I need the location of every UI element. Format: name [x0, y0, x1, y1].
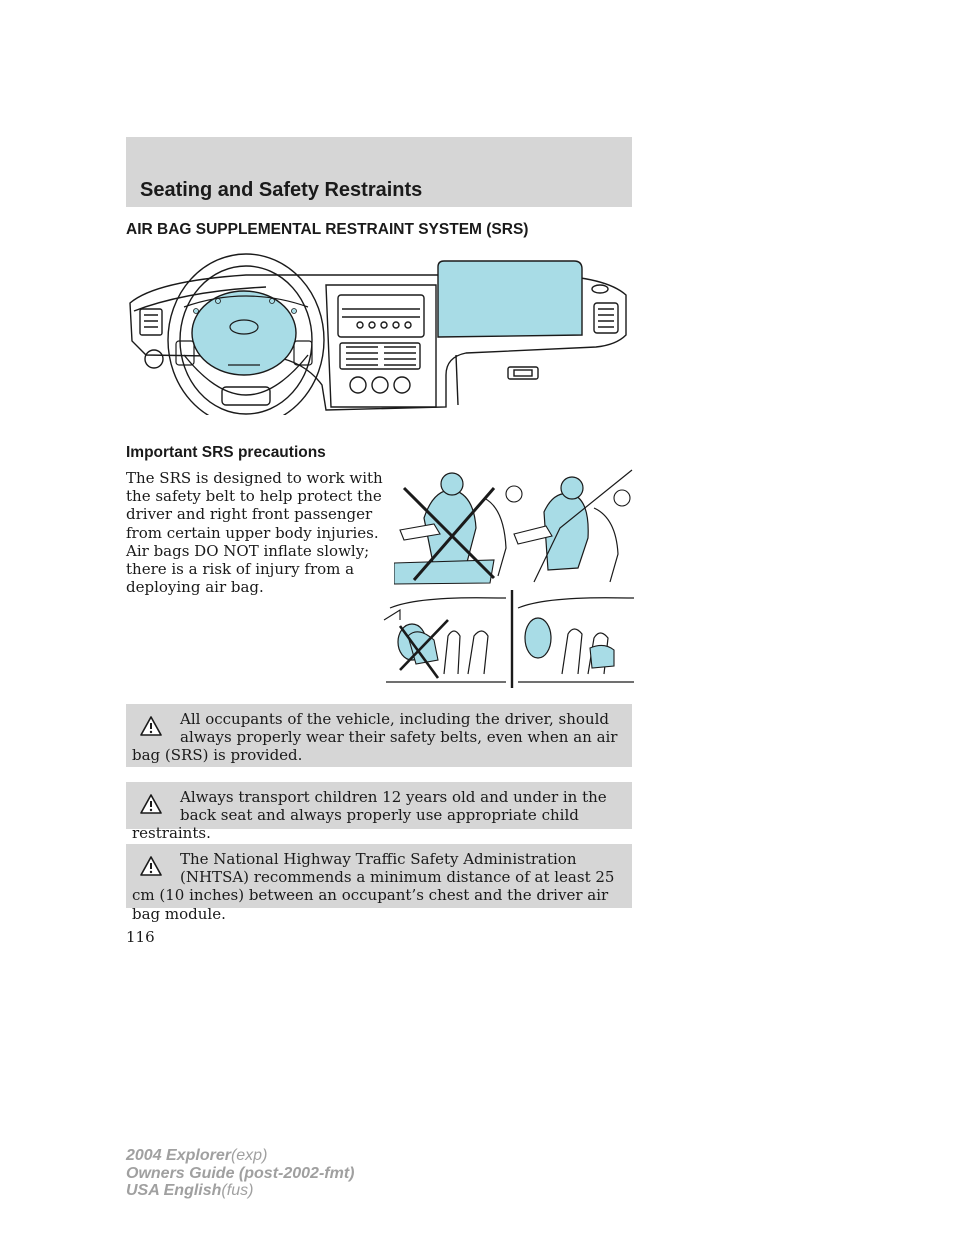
warning-text: All occupants of the vehicle, including the driver, should always properly wear their safety belts, even when an air bag (SRS) is provided.	[132, 710, 618, 765]
footer-guide: Owners Guide (post-2002-fmt)	[126, 1164, 355, 1182]
footer-line-model	[126, 1147, 354, 1165]
warning-box-safety-belts	[126, 704, 632, 767]
warning-text: The National Highway Traffic Safety Administration (NHTSA) recommends a minimum distance of at least 25 cm (10 inches) between an occupant’s chest and the driver air bag module.	[132, 850, 615, 923]
footer-line-guide	[126, 1165, 354, 1183]
warning-triangle-icon	[140, 716, 162, 736]
document-footer	[126, 1147, 354, 1200]
page-number: 116	[126, 928, 155, 946]
warning-box-children-back-seat	[126, 782, 632, 843]
page-header-band	[126, 137, 632, 207]
dashboard-airbag-illustration	[126, 245, 634, 415]
warning-box-nhtsa-distance	[126, 844, 632, 923]
footer-language: USA English	[126, 1182, 222, 1199]
warning-triangle-icon	[140, 856, 162, 876]
footer-model-code: (exp)	[230, 1147, 268, 1164]
footer-model: 2004 Explorer	[126, 1147, 231, 1164]
warning-triangle-icon	[140, 794, 162, 814]
section-title: AIR BAG SUPPLEMENTAL RESTRAINT SYSTEM (SRS)	[126, 221, 529, 238]
cabin-child-seat-illustration	[378, 590, 636, 688]
warning-text: Always transport children 12 years old and under in the back seat and always properly use appropriate child restraints.	[132, 788, 607, 843]
footer-line-language	[126, 1182, 354, 1200]
page-header-title: Seating and Safety Restraints	[140, 179, 423, 201]
footer-language-code: (fus)	[221, 1182, 254, 1199]
srs-description-paragraph: The SRS is designed to work with the safety belt to help protect the driver and right front passenger from certain upper body injuries. Air bags DO NOT inflate slowly; there is a risk of injury from a deploying air bag.	[126, 469, 383, 597]
occupant-seating-illustration	[394, 468, 634, 588]
subheading-srs-precautions: Important SRS precautions	[126, 444, 326, 461]
